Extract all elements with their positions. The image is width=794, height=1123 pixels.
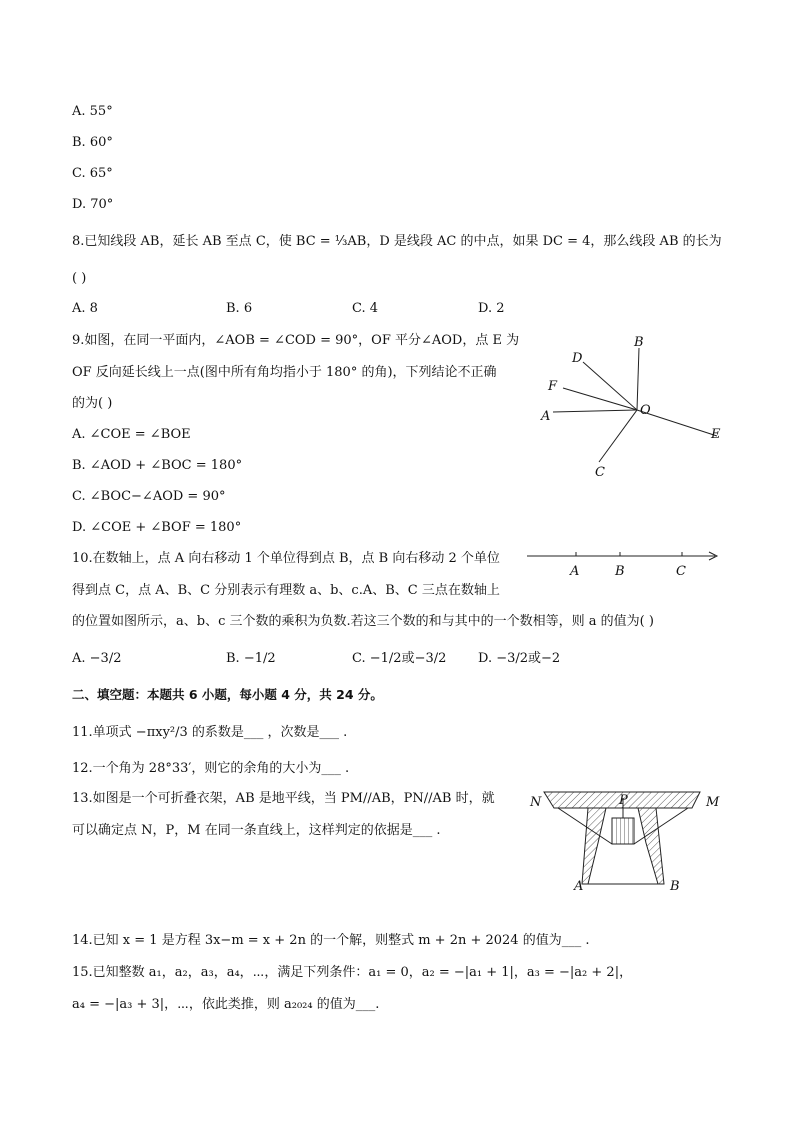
q10-option-d: D. −3/2或−2 xyxy=(478,651,561,666)
q9-stem-line2: OF 反向延长线上一点(图中所有角均指小于 180° 的角)，下列结论不正确 xyxy=(72,365,497,380)
axis-label-c: C xyxy=(676,564,686,579)
q9-option-d: D. ∠COE + ∠BOF = 180° xyxy=(72,520,242,535)
ray-ob xyxy=(637,348,639,410)
axis-label-a: A xyxy=(570,564,580,579)
label-b: B xyxy=(634,335,644,350)
label-m: M xyxy=(706,795,720,810)
q9-stem-line3: 的为( ) xyxy=(72,396,113,411)
q10-stem-line3: 的位置如图所示，a、b、c 三个数的乘积为负数.若这三个数的和与其中的一个数相等，则 a 的值为( ) xyxy=(72,614,654,629)
ray-of xyxy=(563,388,637,410)
q10-option-c: C. −1/2或−3/2 xyxy=(352,651,447,666)
label-n: N xyxy=(530,795,542,810)
q9-stem-line1: 9.如图，在同一平面内，∠AOB = ∠COD = 90°，OF 平分∠AOD，点 E 为 xyxy=(72,333,520,348)
q7-option-a: A. 55° xyxy=(72,104,113,119)
label-f: F xyxy=(548,379,558,394)
q10-option-b: B. −1/2 xyxy=(226,651,276,666)
q9-option-c: C. ∠BOC−∠AOD = 90° xyxy=(72,489,226,504)
label-e: E xyxy=(711,427,721,442)
axis-label-b: B xyxy=(615,564,625,579)
q13-hanger-figure xyxy=(528,788,728,896)
ray-oc xyxy=(599,410,637,462)
q11-text: 11.单项式 −πxy²/3 的系数是___ ，次数是___ . xyxy=(72,725,348,740)
q8-stem-line2: ( ) xyxy=(72,271,87,286)
q15-stem-line2: a₄ = −|a₃ + 3|，⋯，依此类推，则 a₂₀₂₄ 的值为___. xyxy=(72,997,380,1012)
q9-option-b: B. ∠AOD + ∠BOC = 180° xyxy=(72,458,243,473)
q8-stem-line1: 8.已知线段 AB，延长 AB 至点 C，使 BC = ⅓AB，D 是线段 AC 的中点，如果 DC = 4，那么线段 AB 的长为 xyxy=(72,234,722,249)
q8-option-b: B. 6 xyxy=(226,301,253,316)
ray-od xyxy=(583,362,637,410)
q9-option-a: A. ∠COE = ∠BOE xyxy=(72,427,191,442)
q7-option-d: D. 70° xyxy=(72,197,114,212)
ray-oa xyxy=(553,410,637,412)
q13-stem-line2: 可以确定点 N，P，M 在同一条直线上，这样判定的依据是___ . xyxy=(72,823,441,838)
q15-stem-line1: 15.已知整数 a₁，a₂，a₃，a₄，⋯，满足下列条件：a₁ = 0，a₂ = −|a₁ + 1|，a₃ = −|a₂ + 2|， xyxy=(72,965,633,980)
q7-option-b: B. 60° xyxy=(72,135,113,150)
q10-stem-line2: 得到点 C，点 A、B、C 分别表示有理数 a、b、c.A、B、C 三点在数轴上 xyxy=(72,583,500,598)
q14-text: 14.已知 x = 1 是方程 3x−m = x + 2n 的一个解，则整式 m + 2n + 2024 的值为___ . xyxy=(72,933,590,948)
label-d: D xyxy=(572,351,583,366)
q9-angle-figure xyxy=(535,330,730,480)
q7-option-c: C. 65° xyxy=(72,166,113,181)
q8-option-d: D. 2 xyxy=(478,301,505,316)
q8-option-a: A. 8 xyxy=(72,301,98,316)
q13-stem-line1: 13.如图是一个可折叠衣架，AB 是地平线，当 PM//AB，PN//AB 时，就 xyxy=(72,791,495,806)
q12-text: 12.一个角为 28°33′，则它的余角的大小为___ . xyxy=(72,761,350,776)
label-c: C xyxy=(595,465,605,480)
label-b: B xyxy=(670,879,680,894)
label-p: P xyxy=(619,793,628,808)
q10-number-line xyxy=(525,545,725,581)
q8-option-c: C. 4 xyxy=(352,301,379,316)
q10-stem-line1: 10.在数轴上，点 A 向右移动 1 个单位得到点 B，点 B 向右移动 2 个单位 xyxy=(72,551,500,566)
label-o: O xyxy=(640,403,651,418)
q10-option-a: A. −3/2 xyxy=(72,651,122,666)
label-a: A xyxy=(574,879,584,894)
label-a: A xyxy=(541,409,551,424)
section-2-heading: 二、填空题：本题共 6 小题，每小题 4 分，共 24 分。 xyxy=(72,687,383,702)
